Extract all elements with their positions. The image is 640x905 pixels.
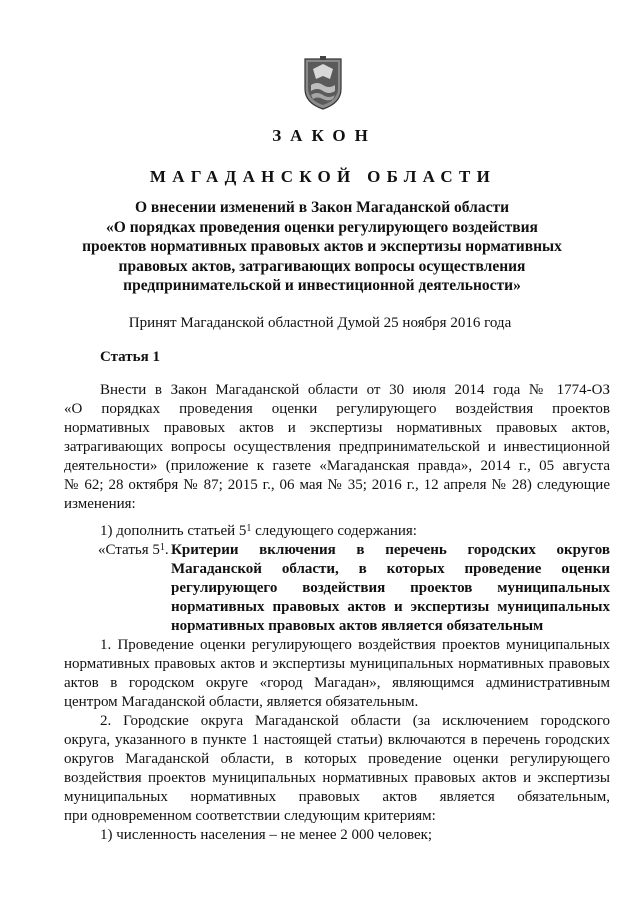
paragraph-line: округа, указанного в пункте 1 настоящей статьи) включаются в перечень городских [64,732,610,748]
new-article-title-line: Магаданской области, в которых проведение оценки [171,561,610,577]
new-article-title-line: нормативных правовых актов является обязательным [171,618,544,634]
new-article-dot: . [164,542,169,558]
new-article-number [98,541,169,560]
subtitle-line: правовых актов, затрагивающих вопросы осуществления [118,257,526,275]
new-article-title-line: Критерии включения в перечень городских округов [171,542,610,558]
item-1-tail: следующего содержания: [251,523,417,539]
paragraph-line: Внести в Закон Магаданской области от 30 июля 2014 года № 1774-ОЗ [100,382,610,398]
new-article-sup: 1 [159,542,165,553]
paragraph-line: округов Магаданской области, в которых проведение оценки регулирующего [64,751,610,767]
item-1-line [64,522,610,541]
subtitle-line: проектов нормативных правовых актов и экспертизы нормативных [82,238,562,255]
paragraph-line: 1. Проведение оценки регулирующего воздействия проектов муниципальных [100,637,610,653]
paragraph-line: нормативных правовых актов и экспертизы муниципальных нормативных правовых [64,656,610,672]
paragraph-line: изменения: [64,496,136,512]
new-article-lead: «Статья 5 [98,542,160,558]
point-1-paragraph [64,636,610,845]
paragraph-line: 2. Городские округа Магаданской области (за исключением городского [100,713,610,729]
new-article-title [171,541,610,636]
region-title: МАГАДАНСКОЙ ОБЛАСТИ [149,167,497,186]
criterion-1: 1) численность населения – не менее 2 000 человек; [100,827,433,843]
paragraph-line: затрагивающих вопросы осуществления предпринимательской и инвестиционной [64,439,610,455]
subtitle-line: О внесении изменений в Закон Магаданской области [134,199,510,216]
intro-paragraph [64,381,610,514]
paragraph-line: деятельности» (приложение к газете «Магаданская правда», 2014 г., 05 августа [64,458,610,474]
paragraph-line: воздействия проектов муниципальных нормативных правовых актов и экспертизы [64,770,610,786]
coat-of-arms-icon [303,55,343,111]
paragraph-line: нормативных правовых актов и экспертизы нормативных правовых актов, [64,420,610,436]
paragraph-line: № 62; 28 октября № 87; 2015 г., 06 мая № 35; 2016 г., 12 апреля № 28) следующие [64,477,610,493]
adoption-note: Принят Магаданской областной Думой 25 ноября 2016 года [128,315,512,331]
new-article-title-line: регулирующего воздействия проектов муниципальных [171,580,610,596]
paragraph-line: центром Магаданской области, является обязательным. [64,694,419,710]
article-heading: Статья 1 [100,349,160,365]
subtitle-line: предпринимательской и инвестиционной деятельности» [123,277,521,294]
paragraph-line: «О порядках проведения оценки регулирующего воздействия проектов [64,401,610,417]
paragraph-line: муниципальных нормативных правовых актов является обязательным, [64,789,610,805]
item-1-sup: 1 [246,523,252,534]
law-subtitle [52,198,592,296]
paragraph-line: актов в городском округе «город Магадан», являющимся административным [64,675,610,691]
paragraph-line: при одновременном соответствии следующим критериям: [64,808,436,824]
subtitle-line: «О порядках проведения оценки регулирующего воздействия [106,218,538,236]
item-1 [64,522,610,541]
item-1-text: 1) дополнить статьей 5 [100,523,247,539]
new-article-title-line: нормативных правовых актов и экспертизы муниципальных [171,599,610,615]
law-title: ЗАКОН [272,126,377,145]
